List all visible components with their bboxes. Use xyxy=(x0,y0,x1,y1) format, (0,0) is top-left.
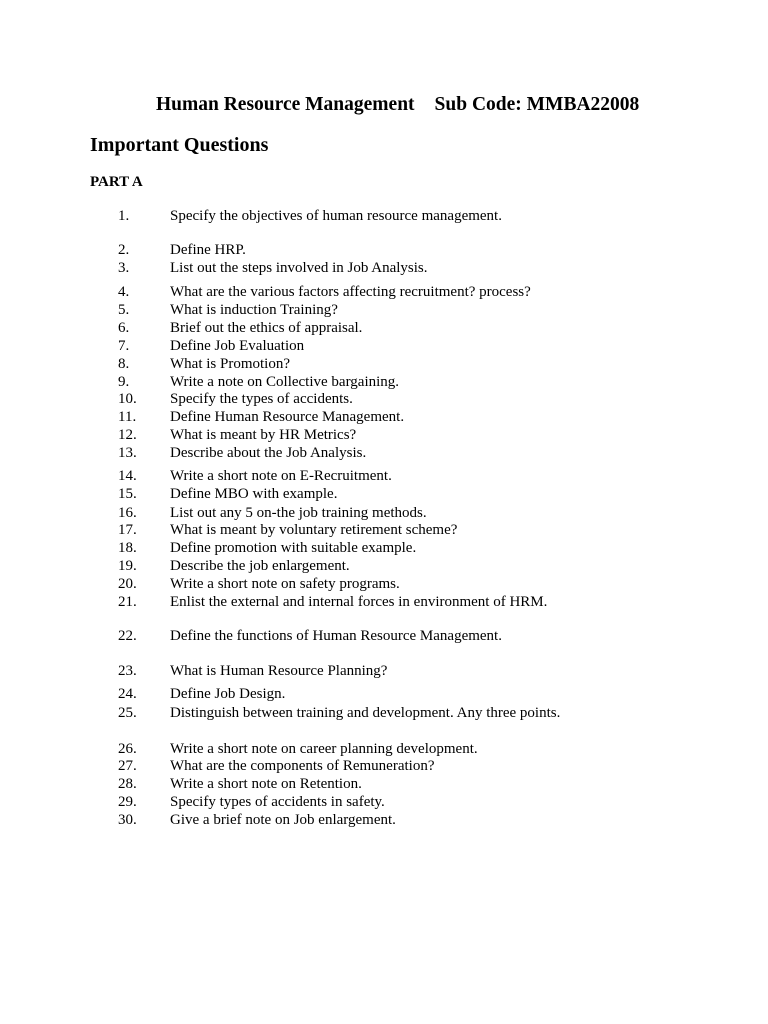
question-item xyxy=(0,319,768,337)
question-text: Enlist the external and internal forces in environment of HRM. xyxy=(170,594,548,610)
question-item xyxy=(0,521,768,539)
question-number: 29. xyxy=(118,794,137,810)
question-item xyxy=(0,390,768,408)
question-text: What is induction Training? xyxy=(170,302,338,318)
question-number: 28. xyxy=(118,776,137,792)
question-item xyxy=(0,539,768,557)
question-number: 4. xyxy=(118,284,130,300)
question-text: Write a short note on career planning development. xyxy=(170,741,478,757)
question-item xyxy=(0,485,768,503)
question-item xyxy=(0,627,768,645)
question-item xyxy=(0,259,768,277)
document-title xyxy=(156,93,639,117)
question-item xyxy=(0,704,768,722)
question-number: 16. xyxy=(118,505,137,521)
question-item xyxy=(0,408,768,426)
question-number: 6. xyxy=(118,320,130,336)
question-number: 1. xyxy=(118,208,130,224)
question-text: Define promotion with suitable example. xyxy=(170,540,417,556)
question-number: 13. xyxy=(118,445,137,461)
question-text: Define Job Design. xyxy=(170,686,286,702)
question-text: Specify the types of accidents. xyxy=(170,391,353,407)
question-item xyxy=(0,662,768,680)
question-number: 2. xyxy=(118,242,130,258)
section-heading: Important Questions xyxy=(90,134,269,156)
question-text: Define Human Resource Management. xyxy=(170,409,405,425)
question-item xyxy=(0,557,768,575)
question-item xyxy=(0,575,768,593)
question-number: 11. xyxy=(118,409,137,425)
question-item xyxy=(0,685,768,703)
question-number: 19. xyxy=(118,558,137,574)
question-item xyxy=(0,444,768,462)
question-number: 21. xyxy=(118,594,137,610)
question-number: 10. xyxy=(118,391,137,407)
question-text: Define MBO with example. xyxy=(170,486,338,502)
question-number: 15. xyxy=(118,486,137,502)
question-text: What are the various factors affecting recruitment? process? xyxy=(170,284,531,300)
question-item xyxy=(0,337,768,355)
question-number: 9. xyxy=(118,374,130,390)
part-label: PART A xyxy=(90,174,143,190)
question-item xyxy=(0,811,768,829)
question-number: 24. xyxy=(118,686,137,702)
question-item xyxy=(0,426,768,444)
question-number: 22. xyxy=(118,628,137,644)
question-text: Define Job Evaluation xyxy=(170,338,305,354)
question-item xyxy=(0,504,768,522)
question-number: 3. xyxy=(118,260,130,276)
question-text: What are the components of Remuneration? xyxy=(170,758,435,774)
question-text: Define HRP. xyxy=(170,242,246,258)
question-number: 30. xyxy=(118,812,137,828)
question-number: 17. xyxy=(118,522,137,538)
question-number: 18. xyxy=(118,540,137,556)
question-number: 5. xyxy=(118,302,130,318)
question-number: 20. xyxy=(118,576,137,592)
question-text: What is meant by HR Metrics? xyxy=(170,427,357,443)
question-item xyxy=(0,467,768,485)
question-number: 12. xyxy=(118,427,137,443)
subject-code: Sub Code: MMBA22008 xyxy=(434,94,640,115)
question-item xyxy=(0,373,768,391)
question-text: Brief out the ethics of appraisal. xyxy=(170,320,363,336)
question-number: 8. xyxy=(118,356,130,372)
question-text: Give a brief note on Job enlargement. xyxy=(170,812,396,828)
question-text: Describe about the Job Analysis. xyxy=(170,445,367,461)
question-item xyxy=(0,793,768,811)
question-text: Specify types of accidents in safety. xyxy=(170,794,385,810)
question-text: Write a short note on safety programs. xyxy=(170,576,400,592)
question-number: 25. xyxy=(118,705,137,721)
question-item xyxy=(0,241,768,259)
question-text: Define the functions of Human Resource Management. xyxy=(170,628,502,644)
question-item xyxy=(0,740,768,758)
question-number: 7. xyxy=(118,338,130,354)
question-text: List out the steps involved in Job Analysis. xyxy=(170,260,428,276)
question-number: 26. xyxy=(118,741,137,757)
question-text: Distinguish between training and development. Any three points. xyxy=(170,705,561,721)
question-text: Write a short note on E-Recruitment. xyxy=(170,468,392,484)
question-item xyxy=(0,207,768,225)
question-text: What is Human Resource Planning? xyxy=(170,663,388,679)
question-number: 14. xyxy=(118,468,137,484)
subject-name: Human Resource Management xyxy=(156,94,415,115)
question-item xyxy=(0,593,768,611)
question-item xyxy=(0,301,768,319)
question-item xyxy=(0,283,768,301)
question-item xyxy=(0,775,768,793)
question-text: Write a note on Collective bargaining. xyxy=(170,374,400,390)
question-item xyxy=(0,757,768,775)
question-text: Write a short note on Retention. xyxy=(170,776,362,792)
question-text: Describe the job enlargement. xyxy=(170,558,350,574)
question-text: What is Promotion? xyxy=(170,356,290,372)
question-text: What is meant by voluntary retirement scheme? xyxy=(170,522,458,538)
question-text: Specify the objectives of human resource management. xyxy=(170,208,502,224)
question-number: 27. xyxy=(118,758,137,774)
question-number: 23. xyxy=(118,663,137,679)
question-item xyxy=(0,355,768,373)
question-text: List out any 5 on-the job training methods. xyxy=(170,505,427,521)
